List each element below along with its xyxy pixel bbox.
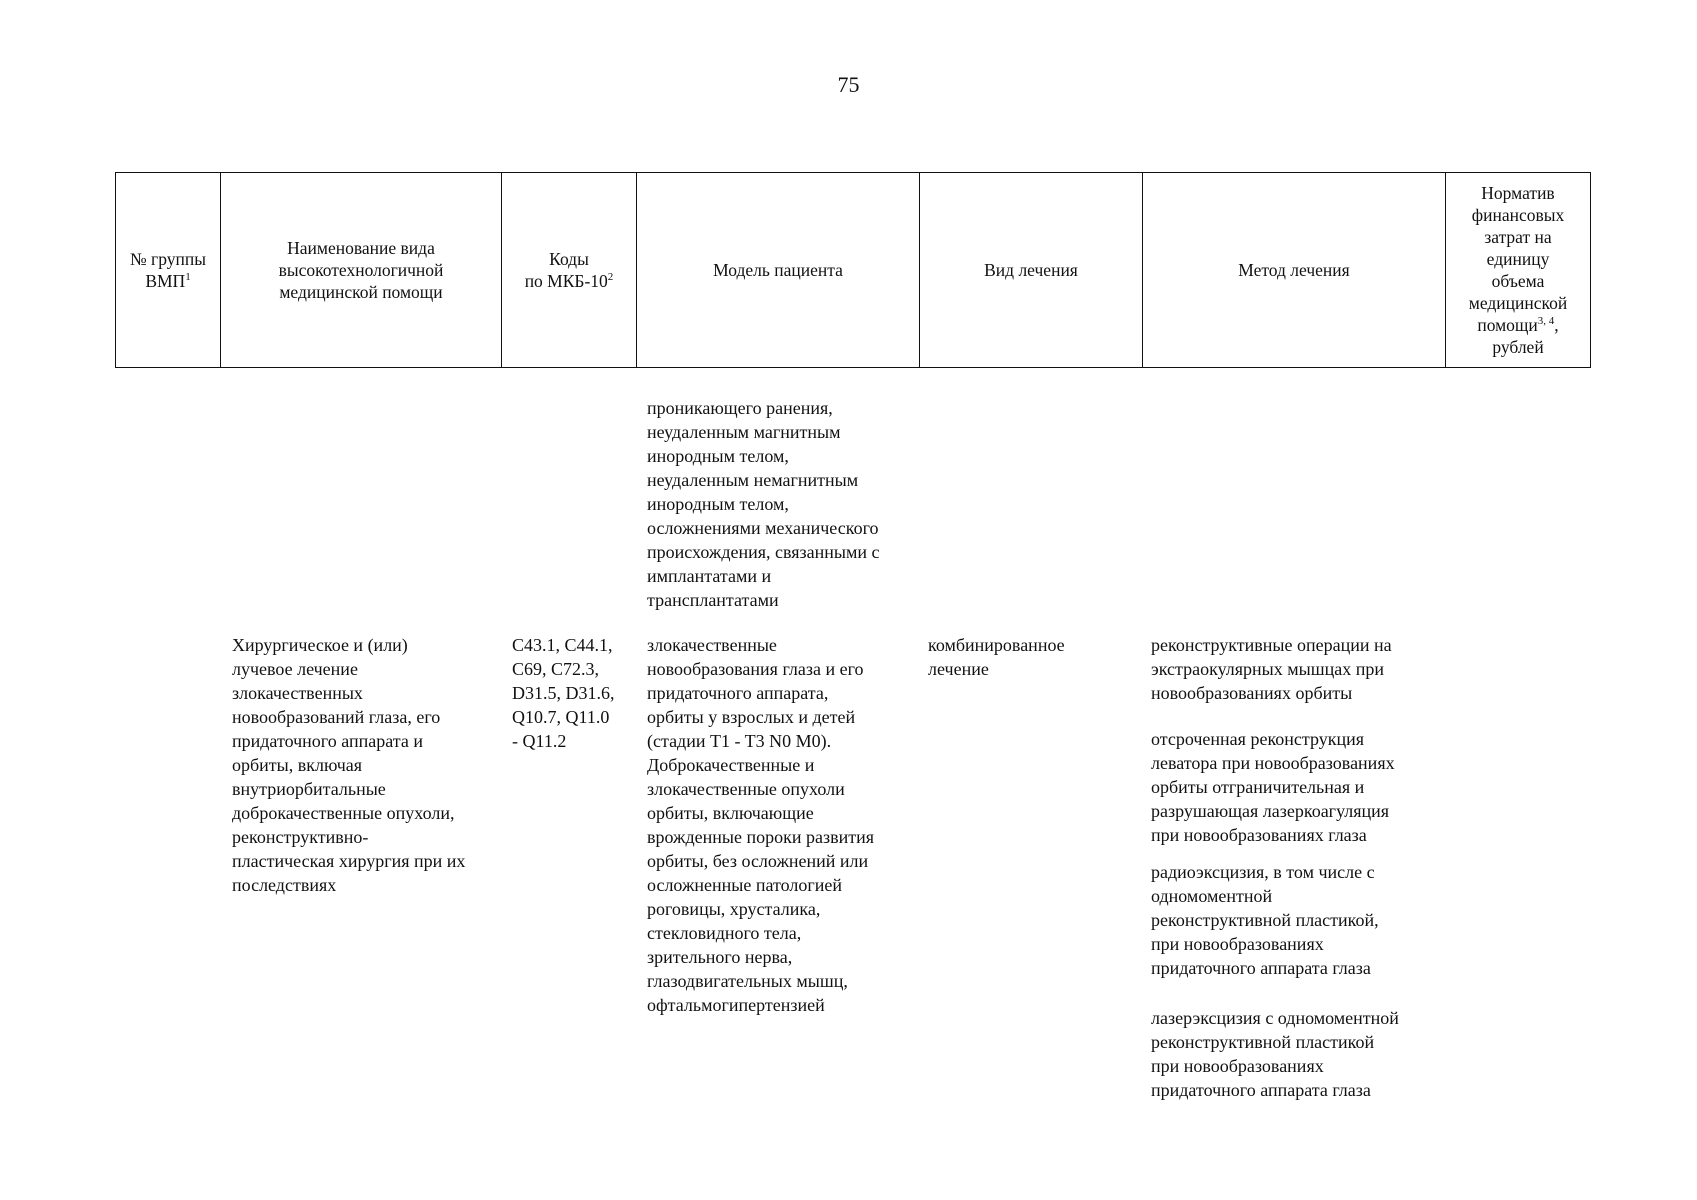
continued-patient-model: проникающего ранения, неудаленным магнитным инородным телом, неудаленным немагнитным инородным телом, осложнениями механического происхождения, связанными с имплантатами и трансплантатами [647,398,880,610]
header-cost-norm: Норматив финансовых затрат на единицу объема медицинской помощи$^{3, 4}$, рублей [1446,173,1591,368]
row-treatment-method: отсроченная реконструкция леватора при новообразованиях орбиты отграничительная и разрушающая лазеркоагуляция при новообразованиях глаза [1151,729,1395,845]
row-treatment-type: комбинированное лечение [928,635,1065,679]
page-number: 75 [837,72,860,97]
row-treatment-method: радиоэксцизия, в том числе с одномоментной реконструктивной пластикой, при новообразованиях придаточного аппарата глаза [1151,862,1379,978]
header-group-number: № группы ВМП$^1$ [116,173,221,368]
header-treatment-method: Метод лечения [1143,173,1446,368]
header-patient-model: Модель пациента [637,173,920,368]
header-icd-codes: Коды по МКБ-$10^2$ [502,173,637,368]
table-header [115,172,1591,368]
header-service-name: Наименование вида высокотехнологичной медицинской помощи [221,173,502,368]
row-treatment-method: реконструктивные операции на экстраокулярных мышцах при новообразованиях орбиты [1151,635,1392,703]
header-treatment-type: Вид лечения [920,173,1143,368]
row-patient-model: злокачественные новообразования глаза и его придаточного аппарата, орбиты у взрослых и детей (стадии T1 - T3 N0 M0). Доброкачественные и злокачественные опухоли орбиты, включающие врожденные пороки развития орбиты, без осложнений или осложненные патологией роговицы, хрусталика, стекловидного тела, зрительного нерва, глазодвигательных мышц, офтальмогипертензией [647,635,875,1015]
row-treatment-method: лазерэксцизия с одномоментной реконструктивной пластикой при новообразованиях придаточного аппарата глаза [1151,1008,1399,1100]
row-icd-codes: C43.1, C44.1, C69, C72.3, D31.5, D31.6, Q10.7, Q11.0 - Q11.2 [512,635,615,751]
row-service-name: Хирургическое и (или) лучевое лечение злокачественных новообразований глаза, его придаточного аппарата и орбиты, включая внутриорбитальные доброкачественные опухоли, реконструктивно- пластическая хирургия при их последствиях [232,635,466,895]
